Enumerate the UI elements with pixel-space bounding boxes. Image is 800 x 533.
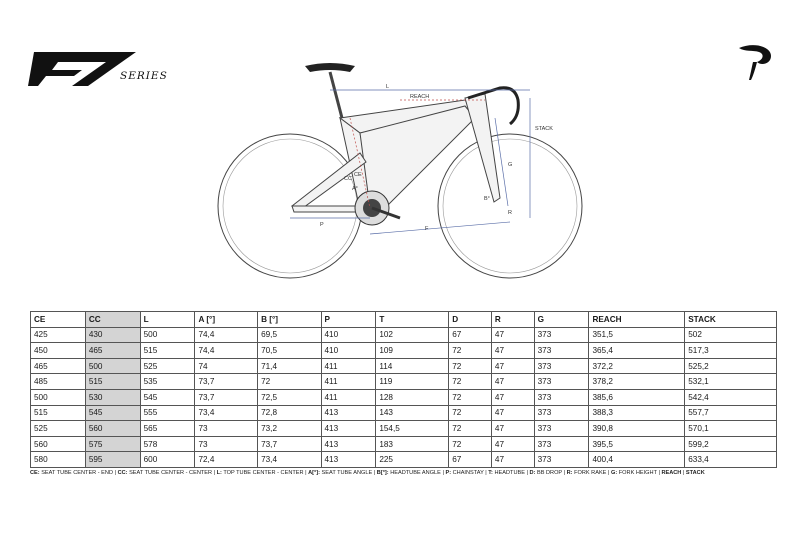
table-cell: 542,4 bbox=[685, 389, 777, 405]
legend-key: REACH bbox=[661, 470, 682, 476]
legend-description: CHAINSTAY bbox=[451, 470, 484, 476]
table-cell: 555 bbox=[140, 405, 195, 421]
table-cell: 565 bbox=[140, 421, 195, 437]
table-cell: 465 bbox=[85, 343, 140, 359]
table-cell: 47 bbox=[491, 374, 534, 390]
table-cell: 378,2 bbox=[589, 374, 685, 390]
table-cell: 413 bbox=[321, 405, 376, 421]
table-cell: 545 bbox=[85, 405, 140, 421]
table-row bbox=[31, 343, 777, 359]
table-cell: 388,3 bbox=[589, 405, 685, 421]
legend-key: D: bbox=[529, 470, 536, 476]
table-cell: 411 bbox=[321, 389, 376, 405]
f7-series-logo bbox=[28, 48, 203, 90]
legend-description: FORK HEIGHT bbox=[617, 470, 657, 476]
table-cell: 599,2 bbox=[685, 436, 777, 452]
table-row bbox=[31, 452, 777, 468]
table-cell: 485 bbox=[31, 374, 86, 390]
table-cell: 365,4 bbox=[589, 343, 685, 359]
column-header: B [°] bbox=[258, 312, 321, 328]
table-cell: 67 bbox=[449, 327, 492, 343]
table-cell: 71,4 bbox=[258, 358, 321, 374]
table-cell: 430 bbox=[85, 327, 140, 343]
legend-key: STACK bbox=[685, 470, 705, 476]
table-cell: 595 bbox=[85, 452, 140, 468]
table-cell: 500 bbox=[85, 358, 140, 374]
table-cell: 557,7 bbox=[685, 405, 777, 421]
table-cell: 560 bbox=[85, 421, 140, 437]
legend-description: BB DROP bbox=[535, 470, 563, 476]
table-cell: 73,2 bbox=[258, 421, 321, 437]
table-cell: 74,4 bbox=[195, 327, 258, 343]
column-header: D bbox=[449, 312, 492, 328]
legend-key: R: bbox=[566, 470, 573, 476]
table-cell: 545 bbox=[140, 389, 195, 405]
table-cell: 72,4 bbox=[195, 452, 258, 468]
label-r: R bbox=[508, 210, 512, 216]
table-cell: 143 bbox=[376, 405, 449, 421]
table-cell: 515 bbox=[140, 343, 195, 359]
abbreviation-legend: CE: SEAT TUBE CENTER - END | CC: SEAT TUBE CENTER - CENTER | L: TOP TUBE CENTER - CENTER | A[°]: SEAT TUBE ANGLE | B[°]: HEADTUBE ANGLE | P: CHAINSTAY | T: HEADTUBE | D: BB DROP | R: FORK RAKE | G: FORK HEIGHT | REACH | STACK bbox=[30, 470, 705, 476]
label-cc: CC bbox=[344, 176, 352, 182]
table-cell: 72,5 bbox=[258, 389, 321, 405]
label-p: P bbox=[320, 222, 324, 228]
column-header: CC bbox=[85, 312, 140, 328]
table-cell: 372,2 bbox=[589, 358, 685, 374]
table-cell: 183 bbox=[376, 436, 449, 452]
table-cell: 70,5 bbox=[258, 343, 321, 359]
label-g: G bbox=[508, 162, 513, 168]
table-cell: 600 bbox=[140, 452, 195, 468]
table-row bbox=[31, 358, 777, 374]
table-cell: 109 bbox=[376, 343, 449, 359]
table-cell: 500 bbox=[140, 327, 195, 343]
table-cell: 119 bbox=[376, 374, 449, 390]
table-cell: 390,8 bbox=[589, 421, 685, 437]
pinarello-logo-icon bbox=[735, 42, 775, 82]
label-stack: STACK bbox=[535, 126, 553, 132]
column-header: A [°] bbox=[195, 312, 258, 328]
table-cell: 47 bbox=[491, 405, 534, 421]
table-row bbox=[31, 374, 777, 390]
table-cell: 373 bbox=[534, 452, 589, 468]
table-cell: 400,4 bbox=[589, 452, 685, 468]
table-cell: 114 bbox=[376, 358, 449, 374]
table-cell: 532,1 bbox=[685, 374, 777, 390]
table-row bbox=[31, 436, 777, 452]
table-cell: 633,4 bbox=[685, 452, 777, 468]
legend-key: T: bbox=[488, 470, 493, 476]
table-cell: 47 bbox=[491, 436, 534, 452]
table-cell: 73 bbox=[195, 421, 258, 437]
bike-geometry-diagram bbox=[210, 58, 605, 280]
table-cell: 373 bbox=[534, 436, 589, 452]
table-cell: 128 bbox=[376, 389, 449, 405]
table-cell: 373 bbox=[534, 358, 589, 374]
table-cell: 515 bbox=[31, 405, 86, 421]
table-cell: 410 bbox=[321, 327, 376, 343]
table-cell: 67 bbox=[449, 452, 492, 468]
table-cell: 47 bbox=[491, 452, 534, 468]
table-cell: 500 bbox=[31, 389, 86, 405]
table-cell: 395,5 bbox=[589, 436, 685, 452]
table-cell: 47 bbox=[491, 421, 534, 437]
table-cell: 73,4 bbox=[258, 452, 321, 468]
column-header: L bbox=[140, 312, 195, 328]
column-header: CE bbox=[31, 312, 86, 328]
legend-description: TOP TUBE CENTER - CENTER bbox=[221, 470, 304, 476]
legend-key: L: bbox=[216, 470, 222, 476]
table-cell: 517,3 bbox=[685, 343, 777, 359]
table-row bbox=[31, 405, 777, 421]
series-wordmark: SERIES bbox=[120, 70, 168, 82]
table-body bbox=[31, 327, 777, 467]
label-f: F bbox=[425, 226, 429, 232]
legend-key: CC: bbox=[117, 470, 128, 476]
front-wheel bbox=[438, 134, 582, 278]
table-cell: 73,7 bbox=[195, 374, 258, 390]
table-cell: 535 bbox=[140, 374, 195, 390]
table-cell: 578 bbox=[140, 436, 195, 452]
geometry-table bbox=[30, 311, 777, 468]
table-header-row bbox=[31, 312, 777, 328]
table-cell: 69,5 bbox=[258, 327, 321, 343]
table-cell: 74 bbox=[195, 358, 258, 374]
label-l: L bbox=[386, 84, 390, 90]
column-header: R bbox=[491, 312, 534, 328]
table-cell: 525 bbox=[140, 358, 195, 374]
table-cell: 47 bbox=[491, 327, 534, 343]
table-cell: 525 bbox=[31, 421, 86, 437]
table-cell: 373 bbox=[534, 405, 589, 421]
label-b: B° bbox=[484, 196, 490, 202]
legend-description: HEADTUBE ANGLE bbox=[388, 470, 441, 476]
column-header: P bbox=[321, 312, 376, 328]
table-cell: 411 bbox=[321, 374, 376, 390]
table-cell: 385,6 bbox=[589, 389, 685, 405]
legend-key: P: bbox=[445, 470, 452, 476]
table-cell: 72 bbox=[449, 374, 492, 390]
column-header: STACK bbox=[685, 312, 777, 328]
table-cell: 72,8 bbox=[258, 405, 321, 421]
table-cell: 502 bbox=[685, 327, 777, 343]
table-cell: 411 bbox=[321, 358, 376, 374]
table-row bbox=[31, 389, 777, 405]
legend-key: A[°]: bbox=[308, 470, 320, 476]
table-cell: 47 bbox=[491, 358, 534, 374]
table-cell: 102 bbox=[376, 327, 449, 343]
column-header: T bbox=[376, 312, 449, 328]
table-cell: 72 bbox=[258, 374, 321, 390]
label-a: A° bbox=[352, 186, 358, 192]
label-ce: CE bbox=[354, 172, 362, 178]
legend-key: B[°]: bbox=[376, 470, 389, 476]
column-header: REACH bbox=[589, 312, 685, 328]
table-cell: 425 bbox=[31, 327, 86, 343]
table-cell: 47 bbox=[491, 343, 534, 359]
legend-key: G: bbox=[610, 470, 618, 476]
legend-description: HEADTUBE bbox=[492, 470, 525, 476]
table-cell: 413 bbox=[321, 421, 376, 437]
table-cell: 225 bbox=[376, 452, 449, 468]
f7-logo-mark bbox=[28, 48, 138, 90]
table-cell: 72 bbox=[449, 436, 492, 452]
table-cell: 73 bbox=[195, 436, 258, 452]
table-cell: 570,1 bbox=[685, 421, 777, 437]
table-cell: 530 bbox=[85, 389, 140, 405]
table-cell: 373 bbox=[534, 374, 589, 390]
table-cell: 154,5 bbox=[376, 421, 449, 437]
table-cell: 73,7 bbox=[258, 436, 321, 452]
table-cell: 72 bbox=[449, 358, 492, 374]
table-cell: 72 bbox=[449, 405, 492, 421]
table-cell: 373 bbox=[534, 421, 589, 437]
table-cell: 73,4 bbox=[195, 405, 258, 421]
table-row bbox=[31, 327, 777, 343]
table-cell: 73,7 bbox=[195, 389, 258, 405]
label-reach: REACH bbox=[410, 94, 430, 100]
column-header: G bbox=[534, 312, 589, 328]
table-cell: 72 bbox=[449, 389, 492, 405]
table-cell: 410 bbox=[321, 343, 376, 359]
table-cell: 373 bbox=[534, 343, 589, 359]
table-cell: 373 bbox=[534, 327, 589, 343]
table-cell: 560 bbox=[31, 436, 86, 452]
legend-description: SEAT TUBE CENTER - END bbox=[39, 470, 113, 476]
legend-key: CE: bbox=[30, 470, 40, 476]
table-cell: 74,4 bbox=[195, 343, 258, 359]
table-cell: 47 bbox=[491, 389, 534, 405]
table-cell: 580 bbox=[31, 452, 86, 468]
saddle bbox=[305, 63, 355, 118]
table-cell: 373 bbox=[534, 389, 589, 405]
table-row bbox=[31, 421, 777, 437]
table-cell: 72 bbox=[449, 343, 492, 359]
table-cell: 515 bbox=[85, 374, 140, 390]
table-cell: 351,5 bbox=[589, 327, 685, 343]
legend-description: SEAT TUBE ANGLE bbox=[320, 470, 373, 476]
table-cell: 413 bbox=[321, 436, 376, 452]
legend-description: FORK RAKE bbox=[572, 470, 607, 476]
table-cell: 465 bbox=[31, 358, 86, 374]
table-cell: 575 bbox=[85, 436, 140, 452]
table-cell: 72 bbox=[449, 421, 492, 437]
table-cell: 525,2 bbox=[685, 358, 777, 374]
table-cell: 450 bbox=[31, 343, 86, 359]
table-cell: 413 bbox=[321, 452, 376, 468]
legend-description: SEAT TUBE CENTER - CENTER bbox=[127, 470, 213, 476]
